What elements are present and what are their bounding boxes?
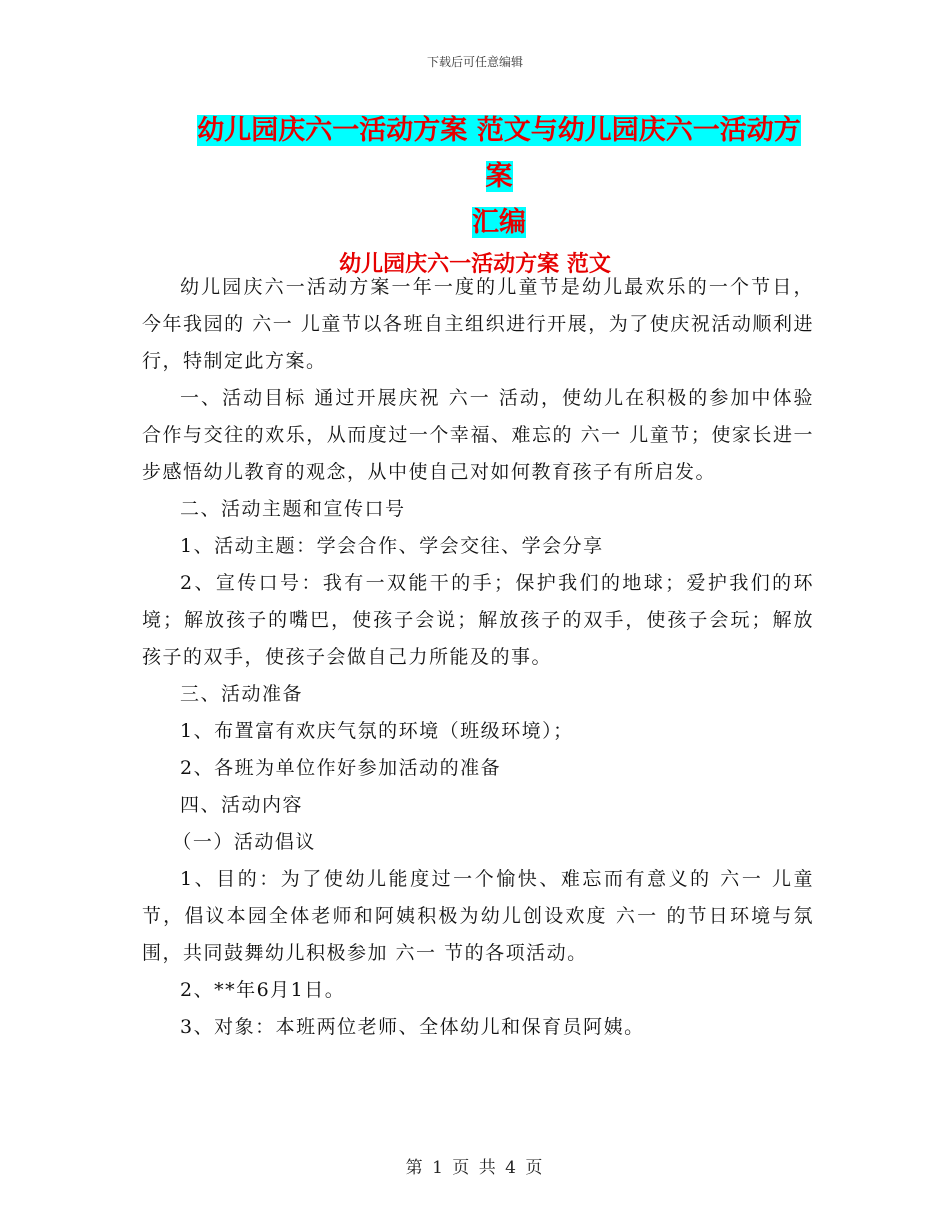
document-title-line-1: 幼儿园庆六一活动方案 范文与幼儿园庆六一活动方案: [197, 115, 801, 192]
paragraph-slogan: 2、宣传口号：我有一双能干的手；保护我们的地球；爱护我们的环境；解放孩子的嘴巴，使孩子会说；解放孩子的双手，使孩子会玩；解放孩子的双手，使孩子会做自己力所能及的事。: [142, 572, 814, 668]
paragraph-subheading-initiative: （一）活动倡议: [172, 831, 316, 853]
paragraph-purpose: 1、目的：为了使幼儿能度过一个愉快、难忘而有意义的 六一 儿童节，倡议本园全体老师和阿姨积极为幼儿创设欢度 六一 的节日环境与氛围，共同鼓舞幼儿积极参加 六一 节的各项活动。: [142, 868, 814, 964]
header-note: 下载后可任意编辑: [426, 55, 523, 69]
paragraph-audience: 3、对象：本班两位老师、全体幼儿和保育员阿姨。: [180, 1016, 645, 1038]
paragraph-intro: 幼儿园庆六一活动方案一年一度的儿童节是幼儿最欢乐的一个节日，今年我园的 六一 儿童节以各班自主组织进行开展，为了使庆祝活动顺利进行，特制定此方案。: [142, 276, 814, 372]
paragraph-heading-theme: 二、活动主题和宣传口号: [180, 498, 406, 520]
page-number: 第 1 页 共 4 页: [405, 1158, 545, 1178]
paragraph-heading-content: 四、活动内容: [180, 794, 304, 816]
paragraph-heading-preparation: 三、活动准备: [180, 683, 304, 705]
paragraph-theme: 1、活动主题：学会合作、学会交往、学会分享: [180, 535, 604, 557]
paragraph-preparation-1: 1、布置富有欢庆气氛的环境（班级环境）；: [180, 720, 574, 742]
section-title: 幼儿园庆六一活动方案 范文: [339, 252, 611, 277]
paragraph-preparation-2: 2、各班为单位作好参加活动的准备: [180, 757, 502, 779]
document-title: [186, 108, 812, 246]
document-body: [142, 269, 814, 1046]
paragraph-date: 2、**年6月1日。: [180, 979, 346, 1001]
paragraph-goal: 一、活动目标 通过开展庆祝 六一 活动，使幼儿在积极的参加中体验合作与交往的欢乐，从而度过一个幸福、难忘的 六一 儿童节；使家长进一步感悟幼儿教育的观念，从中使自己对如何教育孩子有所启发。: [142, 387, 814, 483]
document-title-line-2: 汇编: [472, 207, 526, 238]
